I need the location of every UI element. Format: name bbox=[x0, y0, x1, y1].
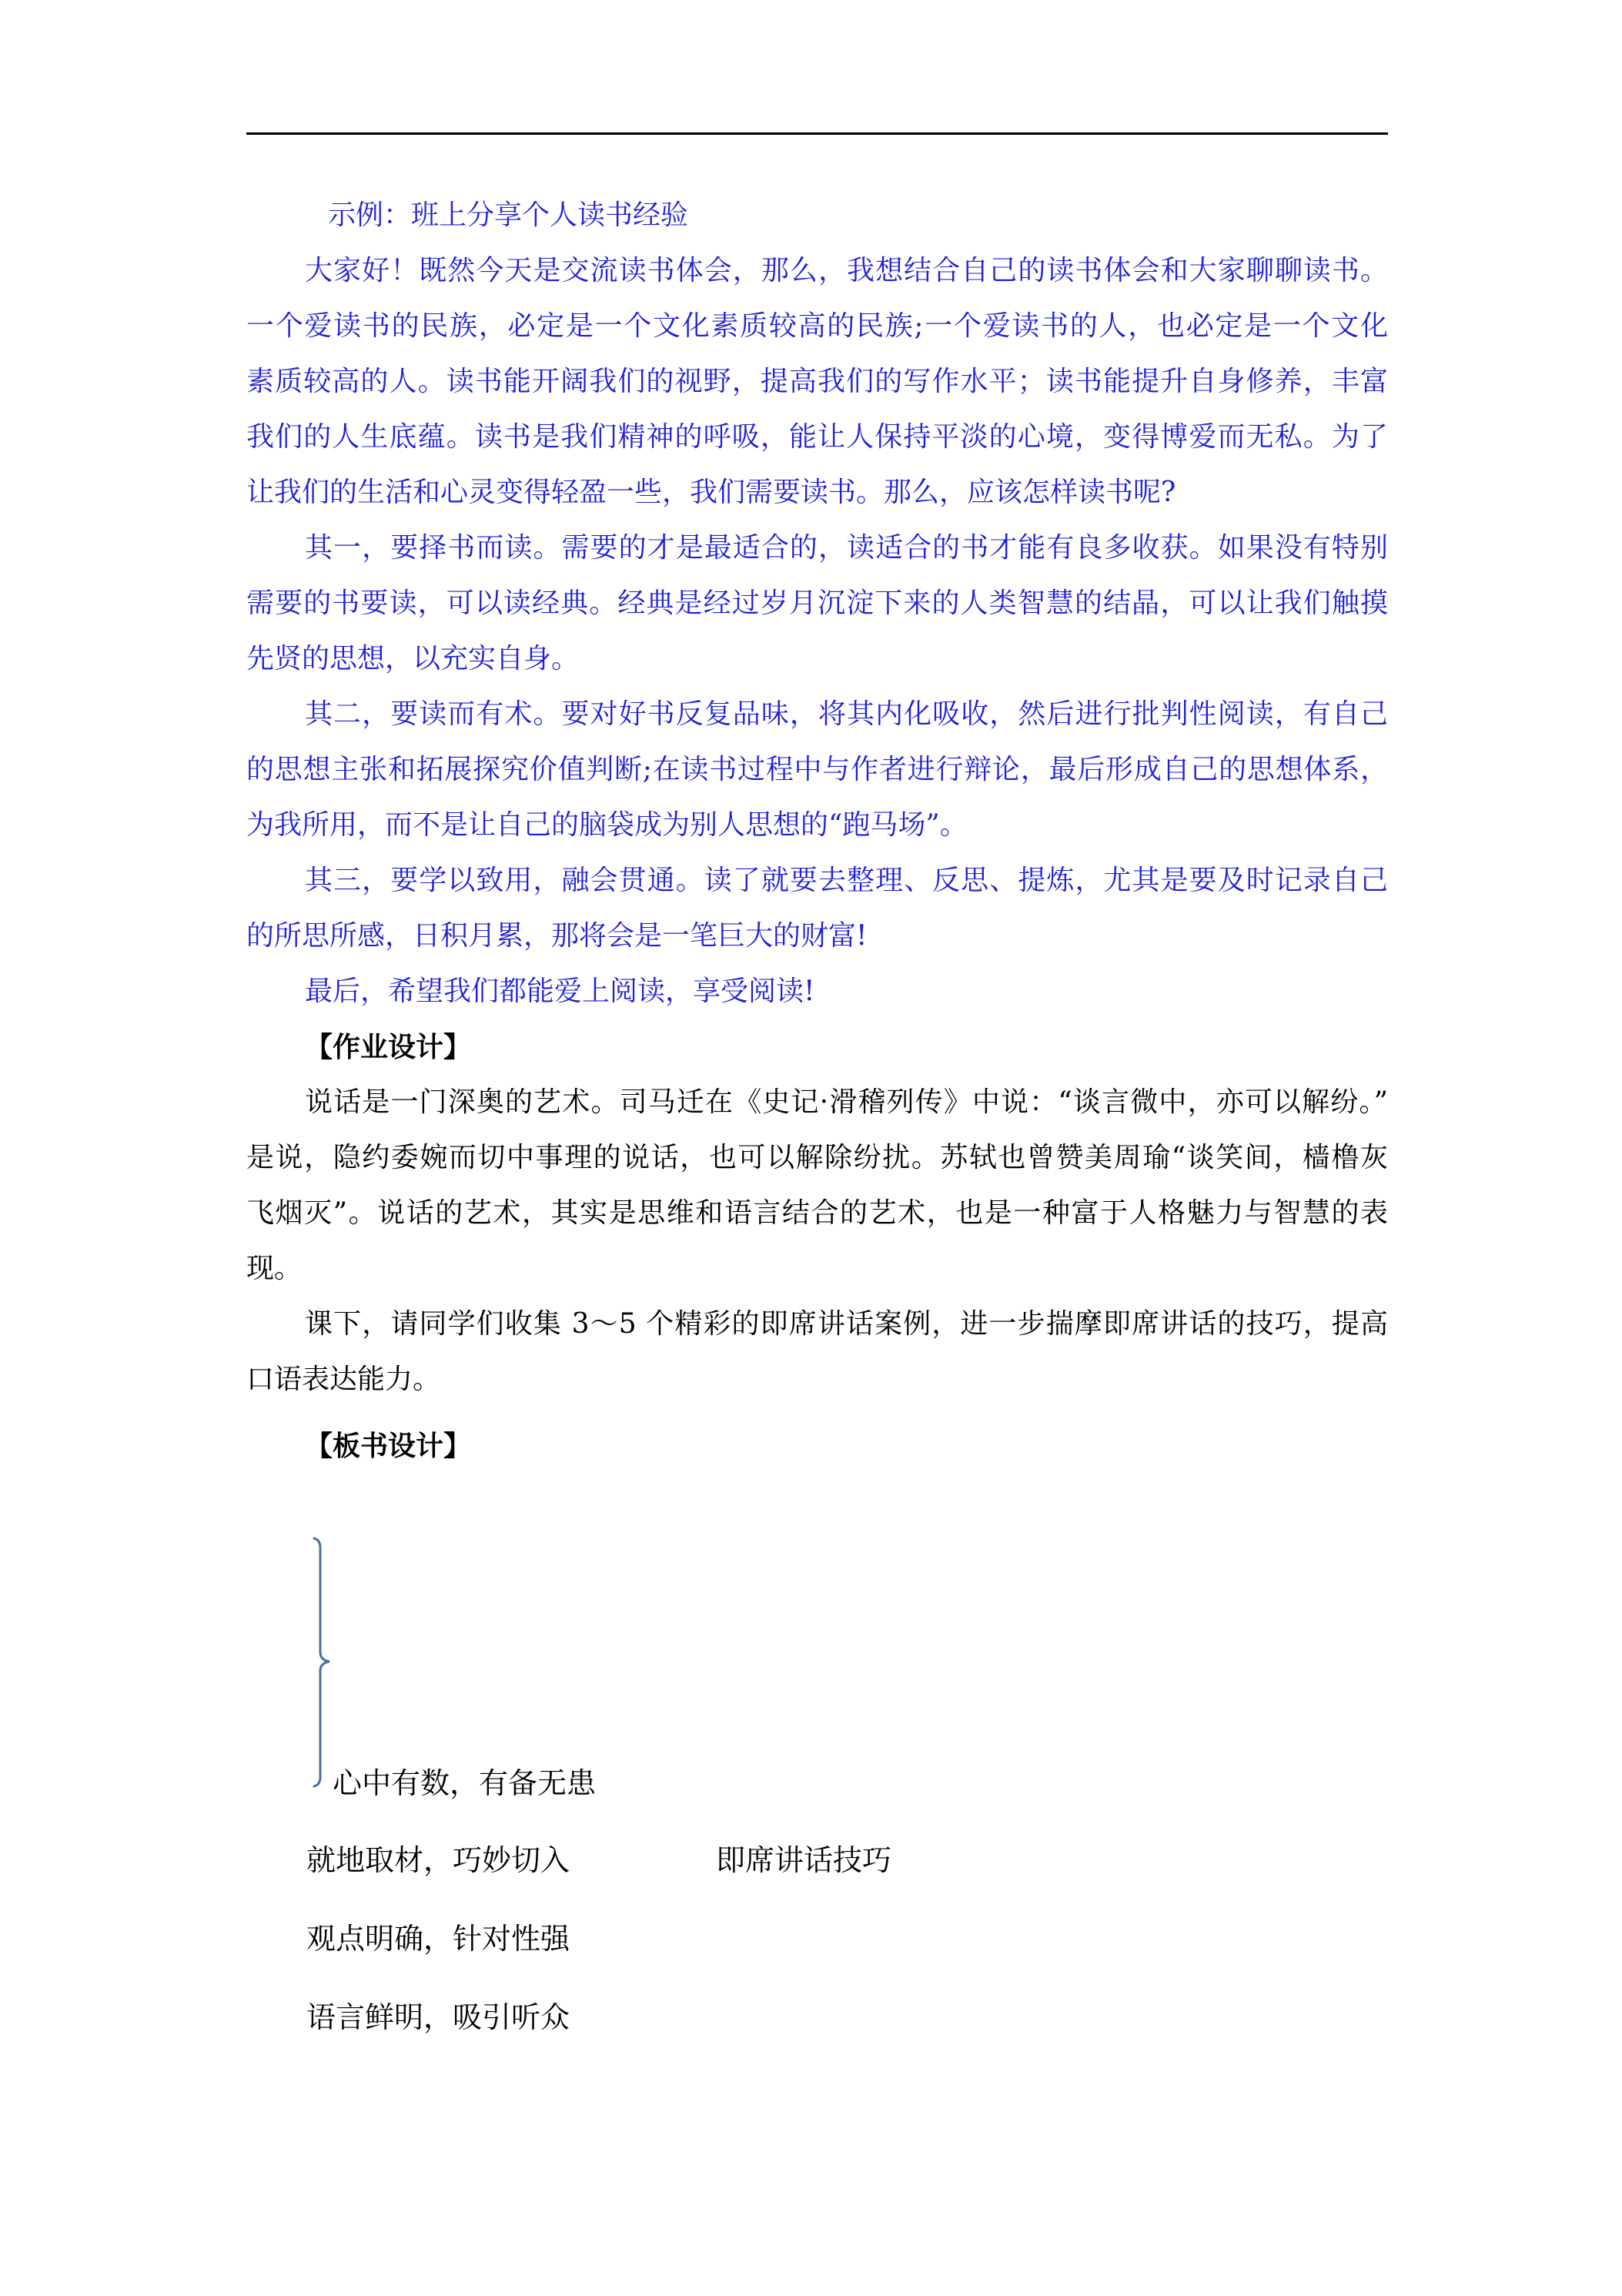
example-paragraph-line: 让我们的生活和心灵变得轻盈一些，我们需要读书。那么，应该怎样读书呢? bbox=[246, 477, 1176, 508]
homework-heading: 【作业设计】 bbox=[305, 1031, 472, 1063]
example-paragraph-line: 素质较高的人。读书能开阔我们的视野，提高我们的写作水平；读书能提升自身修养，丰富 bbox=[246, 366, 1388, 397]
example-paragraph-line: 大家好！既然今天是交流读书体会，那么，我想结合自己的读书体会和大家聊聊读书。 bbox=[305, 255, 1388, 286]
example-paragraph-line: 最后，希望我们都能爱上阅读，享受阅读! bbox=[305, 976, 815, 1007]
example-paragraph-line: 其二，要读而有术。要对好书反复品味，将其内化吸收，然后进行批判性阅读，有自己 bbox=[305, 698, 1388, 730]
example-paragraph-line: 其一，要择书而读。需要的才是最适合的，读适合的书才能有良多收获。如果没有特别 bbox=[305, 532, 1388, 564]
homework-paragraph-line: 是说，隐约委婉而切中事理的说话，也可以解除纷扰。苏轼也曾赞美周瑜“谈笑间，樯橹灰 bbox=[246, 1142, 1388, 1173]
header-rule bbox=[246, 132, 1388, 135]
example-paragraph-line: 需要的书要读，可以读经典。经典是经过岁月沉淀下来的人类智慧的结晶，可以让我们触摸 bbox=[246, 587, 1388, 619]
board-point: 就地取材，巧妙切入 bbox=[306, 1843, 570, 1877]
example-title: 示例：班上分享个人读书经验 bbox=[328, 199, 689, 231]
example-paragraph-line: 为我所用，而不是让自己的脑袋成为别人思想的“跑马场”。 bbox=[246, 809, 968, 841]
homework-paragraph-line: 飞烟灭”。说话的艺术，其实是思维和语言结合的艺术，也是一种富于人格魅力与智慧的表 bbox=[246, 1197, 1388, 1229]
homework-paragraph-line: 课下，请同学们收集 3～5 个精彩的即席讲话案例，进一步揣摩即席讲话的技巧，提高 bbox=[305, 1308, 1388, 1340]
example-paragraph-line: 其三，要学以致用，融会贯通。读了就要去整理、反思、提炼，尤其是要及时记录自己 bbox=[305, 865, 1388, 896]
example-paragraph-line: 一个爱读书的民族，必定是一个文化素质较高的民族;一个爱读书的人，也必定是一个文化 bbox=[246, 310, 1388, 342]
example-paragraph-line: 先贤的思想，以充实自身。 bbox=[246, 643, 580, 674]
board-point: 心中有数，有备无患 bbox=[333, 1766, 597, 1800]
homework-paragraph-line: 现。 bbox=[246, 1253, 303, 1284]
board-point: 语言鲜明，吸引听众 bbox=[306, 2000, 570, 2034]
board-point: 观点明确，针对性强 bbox=[306, 1922, 570, 1956]
homework-paragraph-line: 口语表达能力。 bbox=[246, 1364, 441, 1395]
brace-icon bbox=[303, 1535, 334, 1789]
board-central-topic: 即席讲话技巧 bbox=[716, 1843, 892, 1877]
board-heading: 【板书设计】 bbox=[305, 1430, 472, 1462]
example-paragraph-line: 的思想主张和拓展探究价值判断;在读书过程中与作者进行辩论，最后形成自己的思想体系， bbox=[246, 754, 1388, 785]
example-paragraph-line: 我们的人生底蕴。读书是我们精神的呼吸，能让人保持平淡的心境，变得博爱而无私。为了 bbox=[246, 421, 1388, 453]
homework-paragraph-line: 说话是一门深奥的艺术。司马迁在《史记·滑稽列传》中说：“谈言微中，亦可以解纷。” bbox=[305, 1086, 1388, 1118]
example-paragraph-line: 的所思所感，日积月累，那将会是一笔巨大的财富! bbox=[246, 920, 868, 952]
